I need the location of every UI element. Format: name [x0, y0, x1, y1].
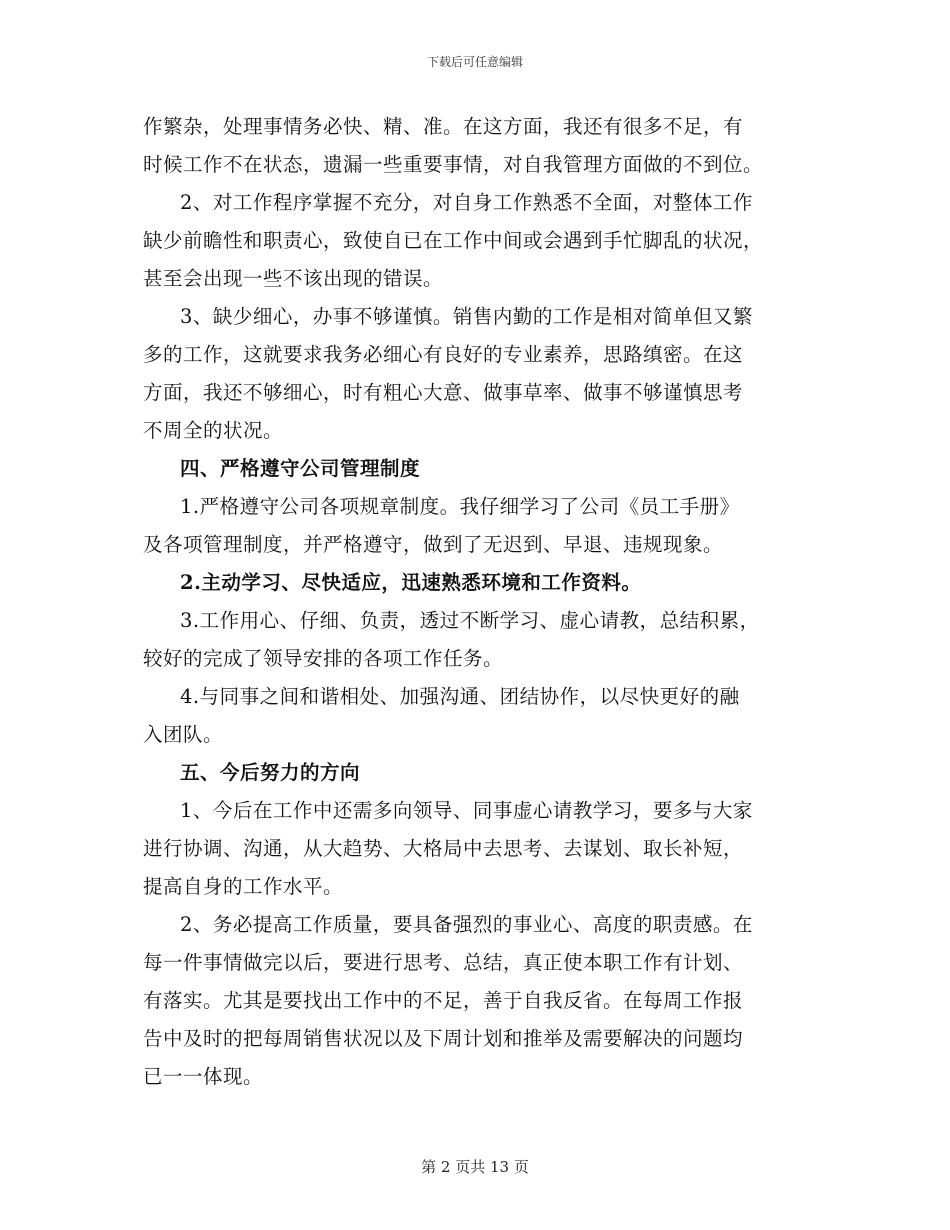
- text-line: 3.工作用心、仔细、负责，透过不断学习、虚心请教，总结积累，: [180, 609, 760, 632]
- page-footer: 第 2 页共 13 页: [421, 1158, 529, 1176]
- text-line: 4.与同事之间和谐相处、加强沟通、团结协作，以尽快更好的融: [180, 685, 740, 708]
- text-line: 告中及时的把每周销售状况以及下周计划和推举及需要解决的问题均: [143, 1027, 744, 1050]
- document-body: [143, 108, 808, 1096]
- text-line: 方面，我还不够细心，时有粗心大意、做事草率、做事不够谨慎思考: [143, 381, 744, 404]
- section-heading: 2.主动学习、尽快适应，迅速熟悉环境和工作资料。: [180, 571, 642, 594]
- section-heading: 四、严格遵守公司管理制度: [180, 457, 421, 480]
- text-line: 已一一体现。: [143, 1065, 264, 1088]
- page-header: 下载后可任意编辑: [426, 55, 523, 69]
- text-line: 较好的完成了领导安排的各项工作任务。: [143, 647, 504, 670]
- text-line: 缺少前瞻性和职责心，致使自已在工作中间或会遇到手忙脚乱的状况，: [143, 229, 764, 252]
- text-line: 2、对工作程序掌握不充分，对自身工作熟悉不全面，对整体工作: [180, 191, 753, 214]
- text-line: 有落实。尤其是要找出工作中的不足，善于自我反省。在每周工作报: [143, 989, 744, 1012]
- text-line: 1、今后在工作中还需多向领导、同事虚心请教学习，要多与大家: [180, 799, 753, 822]
- text-line: 1.严格遵守公司各项规章制度。我仔细学习了公司《员工手册》: [180, 495, 740, 518]
- text-line: 时候工作不在状态，遗漏一些重要事情，对自我管理方面做的不到位。: [143, 153, 764, 176]
- text-line: 进行协调、沟通，从大趋势、大格局中去思考、去谋划、取长补短，: [143, 837, 744, 860]
- text-line: 作繁杂，处理事情务必快、精、准。在这方面，我还有很多不足，有: [143, 115, 744, 138]
- text-line: 3、缺少细心，办事不够谨慎。销售内勤的工作是相对简单但又繁: [180, 305, 753, 328]
- text-line: 不周全的状况。: [143, 419, 284, 442]
- section-heading: 五、今后努力的方向: [180, 761, 361, 784]
- text-line: 每一件事情做完以后，要进行思考、总结，真正使本职工作有计划、: [143, 951, 744, 974]
- text-line: 提高自身的工作水平。: [143, 875, 344, 898]
- text-line: 及各项管理制度，并严格遵守，做到了无迟到、早退、违规现象。: [143, 533, 724, 556]
- text-line: 2、务必提高工作质量，要具备强烈的事业心、高度的职责感。在: [180, 913, 753, 936]
- text-line: 入团队。: [143, 723, 224, 746]
- text-line: 甚至会出现一些不该出现的错误。: [143, 267, 444, 290]
- text-line: 多的工作，这就要求我务必细心有良好的专业素养，思路缜密。在这: [143, 343, 744, 366]
